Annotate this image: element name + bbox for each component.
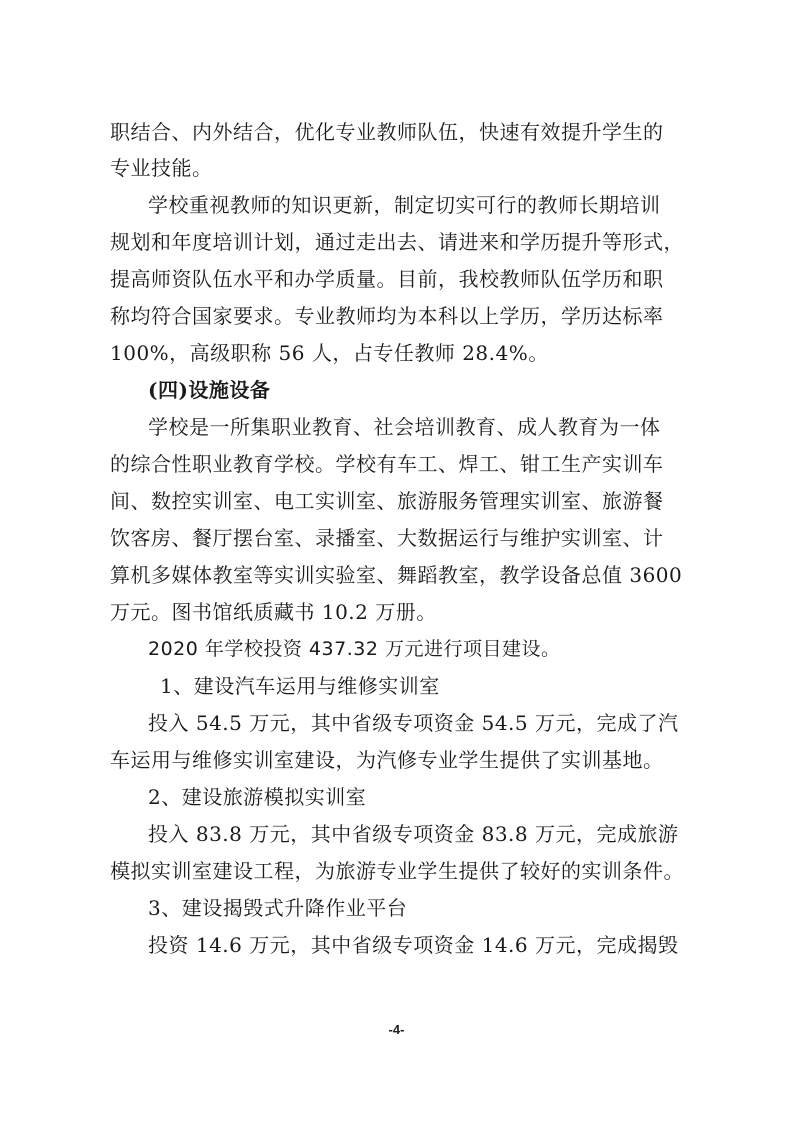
- subheading: 3、建设揭毁式升降作业平台: [148, 896, 408, 920]
- section-heading: (四)设施设备: [148, 378, 271, 402]
- paragraph-line: 职结合、内外结合，优化专业教师队伍，快速有效提升学生的: [110, 120, 664, 144]
- paragraph-line: 2020 年学校投资 437.32 万元进行项目建设。: [148, 638, 561, 660]
- paragraph-line: 学校重视教师的知识更新，制定切实可行的教师长期培训: [148, 193, 661, 217]
- paragraph-line: 间、数控实训室、电工实训室、旅游服务管理实训室、旅游餐: [110, 489, 664, 513]
- paragraph-line: 饮客房、餐厅摆台室、录播室、大数据运行与维护实训室、计: [110, 526, 664, 550]
- page-number: -4-: [388, 1022, 405, 1037]
- paragraph-line: 100%，高级职称 56 人，占专任教师 28.4%。: [110, 341, 549, 365]
- paragraph-line: 称均符合国家要求。专业教师均为本科以上学历，学历达标率: [110, 304, 664, 328]
- paragraph-line: 万元。图书馆纸质藏书 10.2 万册。: [110, 600, 437, 624]
- subheading: 2、建设旅游模拟实训室: [148, 785, 367, 809]
- paragraph-line: 算机多媒体教室等实训实验室、舞蹈教室，教学设备总值 3600: [110, 563, 683, 587]
- paragraph-line: 专业技能。: [110, 156, 213, 180]
- paragraph-line: 模拟实训室建设工程，为旅游专业学生提供了较好的实训条件。: [110, 859, 684, 883]
- paragraph-line: 投入 54.5 万元，其中省级专项资金 54.5 万元，完成了汽: [148, 711, 679, 735]
- paragraph-line: 投入 83.8 万元，其中省级专项资金 83.8 万元，完成旅游: [148, 822, 679, 846]
- paragraph-line: 规划和年度培训计划，通过走出去、请进来和学历提升等形式，: [110, 230, 684, 254]
- paragraph-line: 投资 14.6 万元，其中省级专项资金 14.6 万元，完成揭毁: [148, 933, 679, 957]
- paragraph-line: 的综合性职业教育学校。学校有车工、焊工、钳工生产实训车: [110, 452, 664, 476]
- paragraph-line: 学校是一所集职业教育、社会培训教育、成人教育为一体: [148, 415, 661, 439]
- subheading: 1、建设汽车运用与维修实训室: [160, 674, 440, 698]
- paragraph-line: 提高师资队伍水平和办学质量。目前，我校教师队伍学历和职: [110, 267, 664, 291]
- paragraph-line: 车运用与维修实训室建设，为汽修专业学生提供了实训基地。: [110, 748, 664, 772]
